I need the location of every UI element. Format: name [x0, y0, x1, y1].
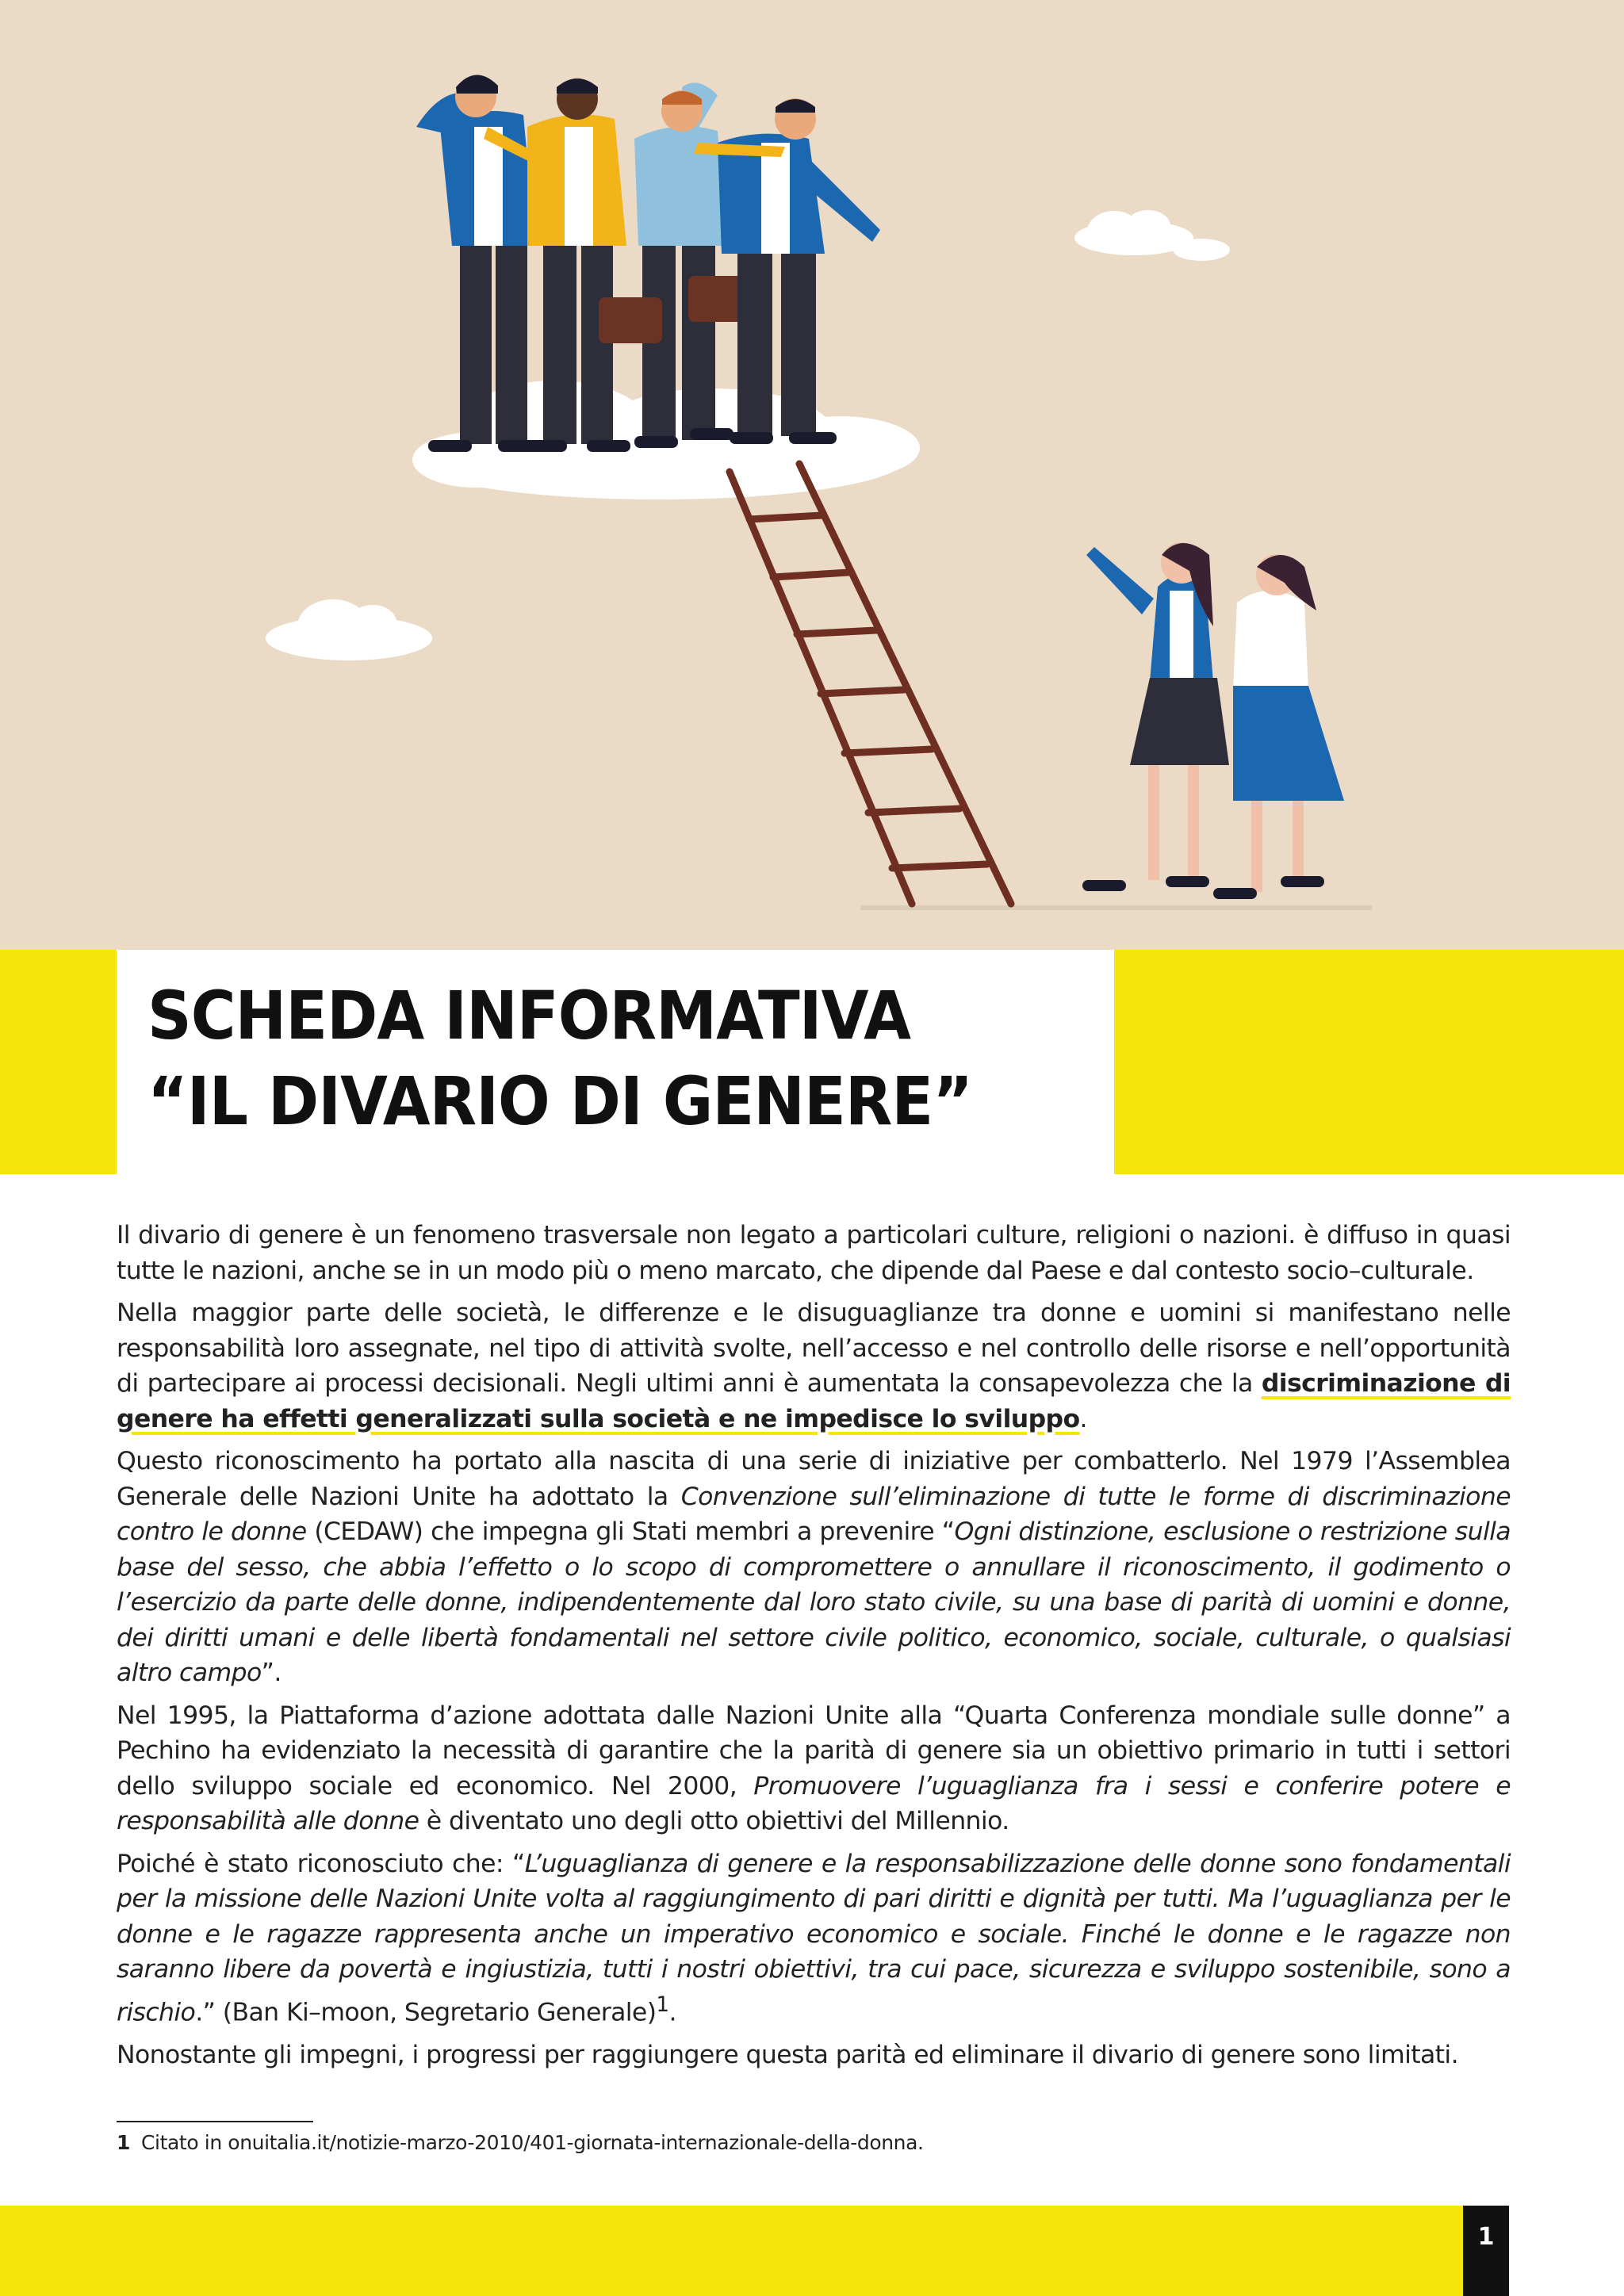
- paragraph-5: [117, 1846, 1511, 2030]
- paragraph-4-end: è diventato uno degli otto obiettivi del Millennio.: [419, 1807, 1009, 1835]
- paragraph-3-end: ”.: [261, 1659, 282, 1687]
- paragraph-4-text: Nel 1995, la Piattaforma d’azione adottata dalle Nazioni Unite alla “Quarta Conferenza mondiale sulle donne” a Pechino ha evidenziato la necessità di garantire che la parità di genere sia un obiettivo primario in tutti i settori dello sviluppo sociale ed economico. Nel 2000,: [117, 1701, 1511, 1800]
- cedaw-quote: Ogni distinzione, esclusione o restrizione sulla base del sesso, che abbia l’effetto o lo scopo di compromettere o annullare il riconoscimento, il godimento o l’esercizio da parte delle donne, indipendentemente dal loro stato civile, su una base di parità di uomini e donne, dei diritti umani e delle libertà fondamentali nel settore civile politico, economico, sociale, culturale, o qualsiasi altro campo: [117, 1517, 1511, 1687]
- footer-yellow-band: [0, 2206, 1463, 2296]
- page-title-line-2: “IL DIVARIO DI GENERE”: [147, 1062, 973, 1140]
- paragraph-2: [117, 1295, 1511, 1437]
- cedaw-title: Convenzione sull’eliminazione di tutte le forme di discriminazione contro le donne: [117, 1482, 1511, 1546]
- page-title-line-1: SCHEDA INFORMATIVA: [147, 977, 911, 1054]
- paragraph-4: [117, 1698, 1511, 1839]
- hero-illustration: [0, 0, 1624, 950]
- footnote-reference[interactable]: 1: [656, 1992, 669, 2017]
- paragraph-2-text: Nella maggior parte delle società, le differenze e le disuguaglianze tra donne e uomini si manifestano nelle responsabilità loro assegnate, nel tipo di attività svolte, nell’accesso e nel controllo delle risorse e nell’opportunità di partecipare ai processi decisionali. Negli ultimi anni è aumentata la consapevolezza che la: [117, 1299, 1511, 1398]
- paragraph-5-end: .: [668, 1998, 676, 2026]
- paragraph-1: Il divario di genere è un fenomeno trasversale non legato a particolari culture, religioni o nazioni. è diffuso in quasi tutte le nazioni, anche se in un modo più o meno marcato, che dipende dal Paese e dal contesto socio–culturale.: [117, 1221, 1511, 1285]
- body-text: [117, 1218, 1511, 2080]
- paragraph-6: Nonostante gli impegni, i progressi per raggiungere questa parità ed eliminare il divario di genere sono limitati.: [117, 2040, 1458, 2069]
- footnote-text: Citato in onuitalia.it/notizie-marzo-2010/401-giornata-internazionale-della-donna.: [141, 2131, 924, 2154]
- footnote-divider: [117, 2121, 313, 2122]
- ban-ki-moon-quote: L’uguaglianza di genere e la responsabilizzazione delle donne sono fondamentali per la missione delle Nazioni Unite volta al raggiungimento di pari diritti e dignità per tutti. Ma l’uguaglianza per le donne e le ragazze rappresenta anche un imperativo economico e sociale. Finché le donne e le ragazze non saranno libere da povertà e ingiustizia, tutti i nostri obiettivi, tra cui pace, sicurezza e sviluppo sostenibile, sono a rischio: [117, 1849, 1511, 2026]
- paragraph-3-text: Questo riconoscimento ha portato alla nascita di una serie di iniziative per combatterlo. Nel 1979 l’Assemblea Generale delle Nazioni Unite ha adottato la: [117, 1447, 1511, 1511]
- footnote: [117, 2131, 924, 2154]
- paragraph-3: [117, 1444, 1511, 1691]
- paragraph-5-text: Poiché è stato riconosciuto che: “: [117, 1849, 525, 1878]
- men-on-cloud-ladder-women-icon: [0, 0, 1624, 950]
- paragraph-5-attribution: .” (Ban Ki–moon, Segretario Generale): [195, 1998, 657, 2026]
- highlighted-statement: discriminazione di genere ha effetti generalizzati sulla società e ne impedisce lo sviluppo: [117, 1369, 1511, 1433]
- paragraph-3-mid: (CEDAW) che impegna gli Stati membri a prevenire “: [306, 1517, 955, 1546]
- footnote-number: 1: [117, 2131, 130, 2154]
- page-number: 1: [1463, 2206, 1509, 2296]
- millennium-goal: Promuovere l’uguaglianza fra i sessi e conferire potere e responsabilità alle donne: [117, 1771, 1511, 1835]
- paragraph-2-end: .: [1079, 1404, 1087, 1433]
- footer-white-block: [1509, 2206, 1624, 2296]
